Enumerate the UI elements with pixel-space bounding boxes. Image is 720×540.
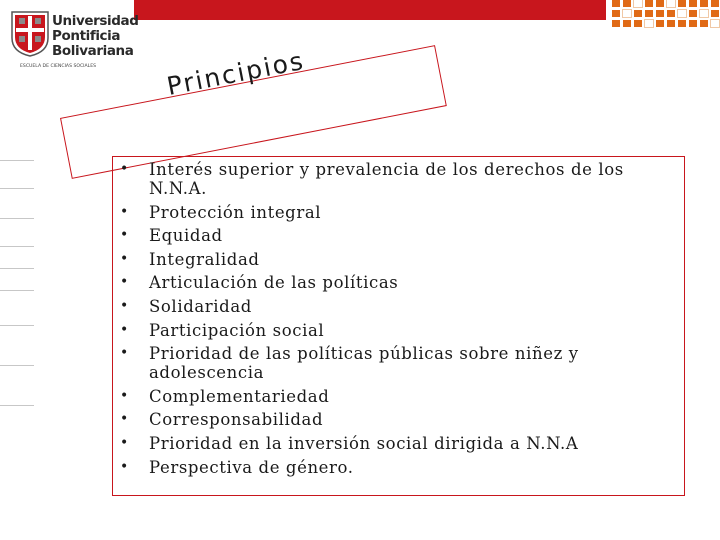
slide-title: Principios [164,45,307,101]
list-item-text: Corresponsabilidad [149,410,324,430]
bullet-icon: • [120,321,129,338]
university-logo [8,8,139,72]
list-item-text: Solidaridad [149,296,252,316]
list-item [120,250,680,269]
list-item-text: Prioridad de las políticas públicas sobre niñez y adolescencia [149,344,579,383]
list-item [120,387,680,406]
university-line-2: Pontificia [52,28,121,44]
decorative-side-lines [0,150,40,450]
list-item-text: Prioridad en la inversión social dirigida a N.N.A [149,433,579,453]
list-item [120,458,680,477]
list-item-text: Interés superior y prevalencia de los derechos de los N.N.A. [149,160,624,198]
university-name [52,14,139,59]
list-item-text: Participación social [149,320,325,340]
principles-list [120,160,680,481]
list-item-text: Equidad [149,226,223,246]
list-item [120,410,680,429]
bullet-icon: • [120,458,129,475]
bullet-icon: • [120,411,129,428]
list-item-text: Complementariedad [149,386,330,406]
shield-icon [10,10,50,58]
university-line-3: Bolivariana [52,43,134,59]
bullet-icon: • [120,345,129,362]
bullet-icon: • [120,227,129,244]
list-item-text: Integralidad [149,249,260,269]
list-item [120,273,680,292]
school-name: ESCUELA DE CIENCIAS SOCIALES [20,64,97,69]
bullet-icon: • [120,434,129,451]
list-item [120,344,680,382]
list-item-text: Protección integral [149,202,322,222]
bullet-icon: • [120,161,129,177]
header-accent-bar [134,0,606,20]
bullet-icon: • [120,250,129,267]
list-item [120,226,680,245]
bullet-icon: • [120,203,129,220]
list-item [120,434,680,453]
list-item [120,160,680,198]
list-item-text: Perspectiva de género. [149,457,354,477]
bullet-icon: • [120,387,129,404]
decorative-square-pattern [612,0,720,26]
university-line-1: Universidad [52,13,139,29]
bullet-icon: • [120,297,129,314]
list-item-text: Articulación de las políticas [149,273,399,293]
bullet-icon: • [120,274,129,291]
list-item [120,297,680,316]
list-item [120,321,680,340]
list-item [120,203,680,222]
